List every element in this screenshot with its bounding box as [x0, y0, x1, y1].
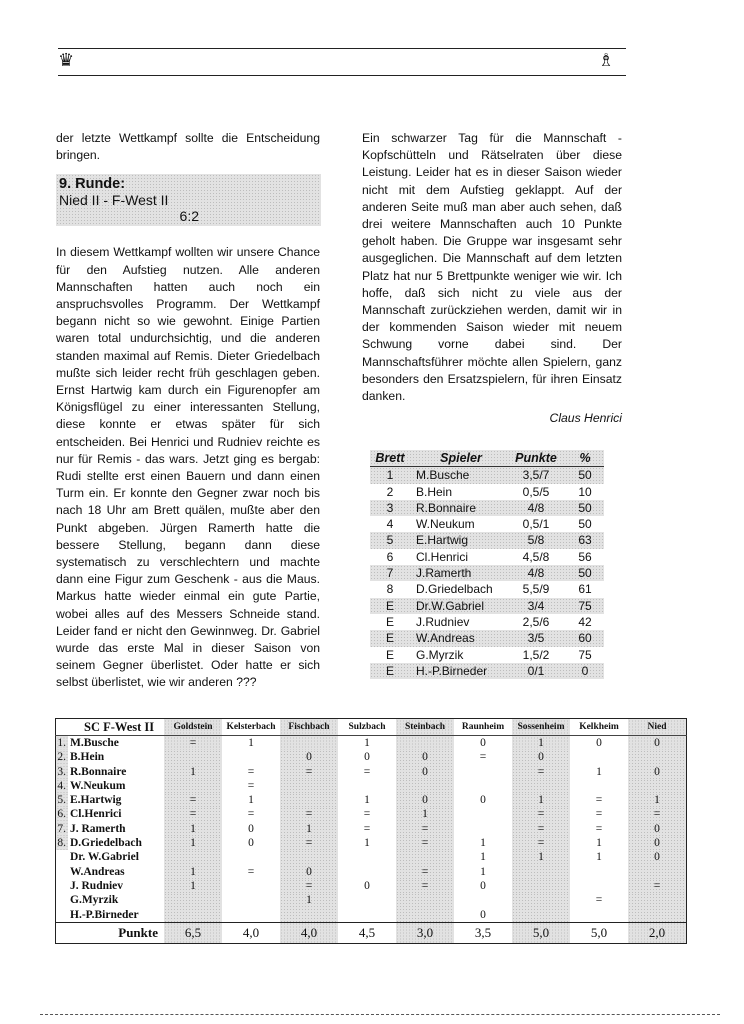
percent-cell: 60 [578, 631, 592, 646]
player-name: J. Rudniev [70, 879, 124, 892]
result-cell [164, 750, 222, 764]
percent-cell: 0 [581, 663, 589, 678]
points-cell: 0,5/5 [522, 484, 550, 499]
result-cell: 0 [280, 750, 338, 764]
player-name: Cl.Henrici [70, 808, 122, 821]
total-cell: 3,0 [396, 922, 454, 943]
result-cell [338, 865, 396, 879]
result-cell [222, 850, 280, 864]
result-cell: 0 [364, 879, 370, 892]
result-cell [164, 893, 222, 907]
result-cell: = [363, 765, 371, 778]
table-row [56, 779, 687, 793]
player-name: W.Neukum [70, 779, 126, 792]
result-cell: = [595, 894, 603, 907]
player-cell: M.Busche [416, 468, 470, 483]
board-number: 8. [57, 837, 66, 850]
result-cell: 1 [512, 850, 570, 864]
table-row [56, 879, 687, 893]
result-cell [628, 908, 687, 923]
result-cell [164, 908, 222, 923]
result-cell [222, 750, 280, 764]
player-name: H.-P.Birneder [70, 908, 139, 921]
header-spieler: Spieler [410, 450, 506, 467]
result-cell [628, 865, 687, 879]
opponent-header: Sossenheim [512, 719, 570, 736]
opponent-header: Steinbach [396, 719, 454, 736]
result-cell: 0 [480, 908, 486, 921]
opponent-header: Fischbach [280, 719, 338, 736]
table-row [56, 836, 687, 850]
result-cell: 0 [248, 837, 254, 850]
result-cell [396, 908, 454, 923]
board-number [56, 908, 69, 923]
board-number [56, 850, 69, 864]
result-cell [222, 908, 280, 923]
table-row [56, 750, 687, 764]
result-cell [512, 893, 570, 907]
percent-cell: 50 [578, 500, 592, 515]
result-cell: 0 [628, 822, 687, 836]
player-cell: J.Rudniev [416, 614, 470, 629]
table-row [370, 467, 604, 484]
result-cell: 1 [396, 807, 454, 821]
player-name: M.Busche [70, 737, 119, 749]
result-cell: = [247, 765, 255, 778]
total-cell: 4,0 [222, 922, 280, 943]
result-cell [570, 750, 628, 764]
percent-cell: 10 [578, 484, 592, 499]
result-cell: 1 [248, 737, 254, 749]
right-column [362, 130, 622, 427]
opponent-header: Goldstein [164, 719, 222, 736]
result-cell [280, 850, 338, 864]
result-cell [570, 779, 628, 793]
points-cell: 3/5 [527, 631, 545, 646]
match-report: In diesem Wettkampf wollten wir unsere Chance für den Aufstieg nutzen. Alle anderen Mannschaften hatten auch noch ein anspruchsvolles Programm. Der Wettkampf begann nicht so wie gewohnt. Einige Partien waren total undurchsichtig, und die anderen standen maximal auf Remis. Dieter Griedelbach mußte sich leider recht früh geschlagen geben. Ernst Hartwig kam durch ein Figurenopfer am Königsflügel zu einer interessanten Stellung, diese konnte er etwas später für sich entscheiden. Bei Henrici und Rudniev reichte es nur für Remis - das wars. Jetzt ging es bergab: Rudi stellte erst einen Bauern und dann einen Turm ein. Er konnte den Gegner zwar noch bis nach 18 Uhr am Brett quälen, mußte aber den Punkt abgeben. Jürgen Ramerth hatte die bessere Stellung, begann dann diese systematisch zu verschlechtern und machte dann eine Figur zum Geschenk - aus die Maus. Markus hatte wieder einmal ein gute Partie, wobei alles auf des Messers Schneide stand. Leider fand er nicht den Gewinnweg. Dr. Gabriel wurde das erste Mal in dieser Saison von seinem Gegner überlistet. Oder hatte er sich selbst überlistet, wie wir anderen ??? [56, 245, 320, 690]
table-row [370, 614, 604, 630]
result-cell: = [512, 807, 570, 821]
result-cell [628, 750, 687, 764]
board-cell: 5 [386, 533, 394, 548]
total-cell: 4,5 [338, 922, 396, 943]
board-cell: 2 [386, 484, 394, 499]
player-cell: W.Andreas [416, 631, 475, 646]
result-cell [512, 865, 570, 879]
result-cell: 1 [164, 765, 222, 779]
percent-cell: 75 [578, 647, 592, 662]
result-cell [396, 850, 454, 864]
result-cell [512, 908, 570, 923]
results-crosstable [55, 718, 687, 944]
left-column [56, 130, 320, 692]
result-cell: 1 [512, 793, 570, 807]
points-cell: 5/8 [527, 533, 545, 548]
board-number: 4. [57, 779, 66, 792]
player-name: E.Hartwig [70, 794, 122, 807]
percent-cell: 50 [578, 468, 592, 483]
result-cell [512, 779, 570, 793]
result-cell: = [247, 808, 255, 821]
result-cell: = [396, 836, 454, 850]
result-cell: 1 [364, 737, 370, 749]
result-cell: = [512, 836, 570, 850]
board-cell: E [385, 631, 394, 646]
totals-row [56, 922, 687, 943]
result-cell: = [363, 822, 371, 835]
result-cell [454, 765, 512, 779]
opponent-header: Kelkheim [570, 719, 628, 736]
result-cell: = [280, 879, 338, 893]
result-cell [222, 879, 280, 893]
result-cell [222, 893, 280, 907]
result-cell: 1 [164, 822, 222, 836]
round-score: 6:2 [179, 208, 199, 225]
result-cell: 1 [596, 765, 602, 778]
points-cell: 0,5/1 [522, 517, 550, 532]
result-cell: 1 [364, 837, 370, 850]
result-cell [396, 893, 454, 907]
total-cell: 5,0 [570, 922, 628, 943]
result-cell: 1 [480, 865, 486, 878]
result-cell: 1 [596, 851, 602, 864]
player-cell: Dr.W.Gabriel [416, 598, 485, 613]
player-cell: B.Hein [416, 484, 453, 499]
result-cell: 0 [512, 750, 570, 764]
result-cell [454, 807, 512, 821]
player-cell: R.Bonnaire [416, 500, 477, 515]
player-cell: Cl.Henrici [416, 549, 469, 564]
result-cell: = [595, 808, 603, 821]
table-row [56, 807, 687, 821]
result-cell: 0 [396, 750, 454, 764]
round-title: 9. Runde: [59, 176, 126, 193]
percent-cell: 42 [578, 614, 592, 629]
header-brett: Brett [370, 450, 410, 467]
result-cell [280, 736, 338, 751]
result-cell [396, 779, 454, 793]
opponent-header: Nied [628, 719, 687, 736]
table-row [370, 581, 604, 597]
player-cell: H.-P.Birneder [416, 663, 488, 678]
board-cell: E [385, 598, 394, 613]
result-cell: = [479, 751, 487, 764]
result-cell [628, 779, 687, 793]
result-cell: 0 [396, 793, 454, 807]
table-row [56, 893, 687, 907]
result-cell: 1 [628, 793, 687, 807]
player-name: J. Ramerth [70, 822, 126, 835]
result-cell [280, 908, 338, 923]
board-number: 7. [57, 822, 66, 835]
table-row [370, 500, 604, 516]
percent-cell: 50 [578, 566, 592, 581]
board-cell: 6 [386, 549, 394, 564]
player-name: W.Andreas [70, 865, 125, 878]
board-number: 5. [57, 794, 66, 807]
result-cell: = [164, 793, 222, 807]
player-cell: D.Griedelbach [416, 582, 493, 597]
player-stats-table [370, 450, 604, 679]
board-cell: E [385, 647, 394, 662]
result-cell: 0 [248, 822, 254, 835]
header-top-rule [58, 48, 626, 49]
queen-icon: ♛ [58, 50, 75, 71]
board-cell: 4 [386, 517, 394, 532]
result-cell: = [280, 765, 338, 779]
result-cell [628, 893, 687, 907]
header-bottom-rule [58, 75, 626, 76]
result-cell: = [164, 736, 222, 751]
table-row [56, 793, 687, 807]
result-cell: = [247, 779, 255, 792]
result-cell: 0 [280, 865, 338, 879]
player-name: Dr. W.Gabriel [70, 851, 139, 864]
points-cell: 2,5/6 [522, 614, 550, 629]
table-row [370, 647, 604, 663]
result-cell: 1 [164, 836, 222, 850]
result-cell: = [164, 807, 222, 821]
result-cell: = [363, 808, 371, 821]
player-cell: J.Ramerth [416, 566, 472, 581]
result-cell: = [512, 765, 570, 779]
result-cell: 0 [396, 765, 454, 779]
result-cell: 0 [480, 737, 486, 749]
result-cell: = [512, 822, 570, 836]
result-cell: 0 [364, 751, 370, 764]
points-cell: 3,5/7 [522, 468, 550, 483]
result-cell: 1 [512, 736, 570, 751]
table-row [56, 908, 687, 923]
result-cell: 0 [628, 765, 687, 779]
result-cell [454, 893, 512, 907]
result-cell [280, 793, 338, 807]
result-cell [338, 908, 396, 923]
result-cell: 1 [596, 837, 602, 850]
result-cell: 0 [480, 794, 486, 807]
total-cell: 3,5 [454, 922, 512, 943]
points-cell: 3/4 [527, 598, 545, 613]
total-cell: 5,0 [512, 922, 570, 943]
table-row [370, 516, 604, 532]
total-cell: 4,0 [280, 922, 338, 943]
total-cell: 2,0 [628, 922, 687, 943]
player-name: R.Bonnaire [70, 765, 127, 778]
board-number [56, 893, 69, 907]
opponent-header: Raunheim [454, 719, 512, 736]
points-cell: 4/8 [527, 500, 545, 515]
percent-cell: 56 [578, 549, 592, 564]
table-row [56, 765, 687, 779]
opponent-header: Kelsterbach [222, 719, 280, 736]
result-cell: = [396, 822, 454, 836]
player-cell: E.Hartwig [416, 533, 469, 548]
result-cell: 0 [628, 850, 687, 864]
result-cell: = [628, 807, 687, 821]
result-cell: = [396, 879, 454, 893]
result-cell [164, 850, 222, 864]
result-cell: 1 [164, 879, 222, 893]
result-cell: = [628, 879, 687, 893]
result-cell: = [280, 807, 338, 821]
result-cell: 1 [364, 794, 370, 807]
totals-label: Punkte [56, 922, 165, 943]
result-cell: 1 [248, 794, 254, 807]
table-row [370, 484, 604, 500]
round-heading [56, 174, 321, 226]
table-row [56, 850, 687, 864]
board-number: 1. [57, 737, 66, 749]
intro-paragraph: der letzte Wettkampf sollte die Entscheidung bringen. [56, 131, 320, 163]
table-row [56, 822, 687, 836]
board-cell: 3 [386, 500, 394, 515]
board-cell: E [385, 614, 394, 629]
table-row [370, 549, 604, 565]
percent-cell: 50 [578, 517, 592, 532]
player-stats-header [370, 450, 604, 467]
player-name: G.Myrzik [70, 894, 119, 907]
result-cell [570, 908, 628, 923]
total-cell: 6,5 [164, 922, 222, 943]
result-cell: 0 [596, 737, 602, 749]
result-cell: = [247, 865, 255, 878]
result-cell: 1 [164, 865, 222, 879]
result-cell: 0 [628, 836, 687, 850]
player-name: D.Griedelbach [70, 837, 142, 850]
points-cell: 0/1 [527, 663, 545, 678]
table-row [56, 865, 687, 879]
result-cell: 1 [280, 893, 338, 907]
player-cell: G.Myrzik [416, 647, 464, 662]
table-row [370, 598, 604, 614]
board-cell: 7 [386, 566, 394, 581]
points-cell: 1,5/2 [522, 647, 550, 662]
board-number: 6. [57, 808, 66, 821]
result-cell [454, 779, 512, 793]
table-row [56, 736, 687, 751]
board-number [56, 865, 69, 879]
player-name: B.Hein [70, 751, 105, 764]
points-cell: 4,5/8 [522, 549, 550, 564]
team-name: SC F-West II [56, 719, 165, 736]
percent-cell: 63 [578, 533, 592, 548]
player-cell: W.Neukum [416, 517, 475, 532]
table-row [370, 532, 604, 548]
board-cell: E [385, 663, 394, 678]
result-cell [338, 893, 396, 907]
result-cell [280, 779, 338, 793]
result-cell: 1 [280, 822, 338, 836]
result-cell [338, 850, 396, 864]
board-number: 2. [57, 751, 66, 764]
points-cell: 5,5/9 [522, 582, 550, 597]
points-cell: 4/8 [527, 566, 545, 581]
result-cell: 0 [480, 879, 486, 892]
percent-cell: 75 [578, 598, 592, 613]
opponent-header: Sulzbach [338, 719, 396, 736]
result-cell: = [595, 794, 603, 807]
result-cell [164, 779, 222, 793]
result-cell [396, 736, 454, 751]
result-cell [454, 822, 512, 836]
header-punkte: Punkte [506, 450, 566, 467]
result-cell: = [280, 836, 338, 850]
result-cell [512, 879, 570, 893]
author-signature: Claus Henrici [549, 411, 622, 426]
table-row [370, 565, 604, 581]
summary-paragraph: Ein schwarzer Tag für die Mannschaft - Kopfschütteln und Rätselraten über diese Leistung. Leider hat es in dieser Saison wieder nicht mit dem Aufstieg geklappt. Auf der anderen Seite muß man aber auch sehen, daß drei weitere Mannschaften auch 10 Punkte geholt haben. Die Gruppe war insgesamt sehr ausgeglichen. Die Mannschaft auf dem letzten Platz hat nur 5 Brettpunkte weniger wie wir. Ich hoffe, daß sich nicht zu viele aus der Mannschaft zurückziehen werden, damit wir in der kommenden Saison wieder mit neuem Schwung vorne dabei sind. Der Mannschaftsführer möchte allen Spielern, ganz besonders den Ersatzspielern, für ihren Einsatz danken. [362, 131, 622, 404]
header-percent: % [566, 450, 604, 467]
board-number [56, 879, 69, 893]
result-cell: 0 [628, 736, 687, 751]
percent-cell: 61 [578, 582, 592, 597]
table-row [370, 630, 604, 646]
result-cell: 1 [480, 837, 486, 850]
board-cell: 8 [386, 582, 394, 597]
table-row [370, 663, 604, 679]
board-cell: 1 [386, 468, 394, 483]
result-cell: = [396, 865, 454, 879]
bishop-icon: ♗ [598, 50, 615, 71]
result-cell [338, 779, 396, 793]
round-match: Nied II - F-West II [59, 192, 169, 209]
result-cell: 1 [480, 851, 486, 864]
board-number: 3. [57, 765, 66, 778]
result-cell [570, 879, 628, 893]
result-cell: = [595, 822, 603, 835]
result-cell [570, 865, 628, 879]
footer-rule [40, 1014, 720, 1015]
